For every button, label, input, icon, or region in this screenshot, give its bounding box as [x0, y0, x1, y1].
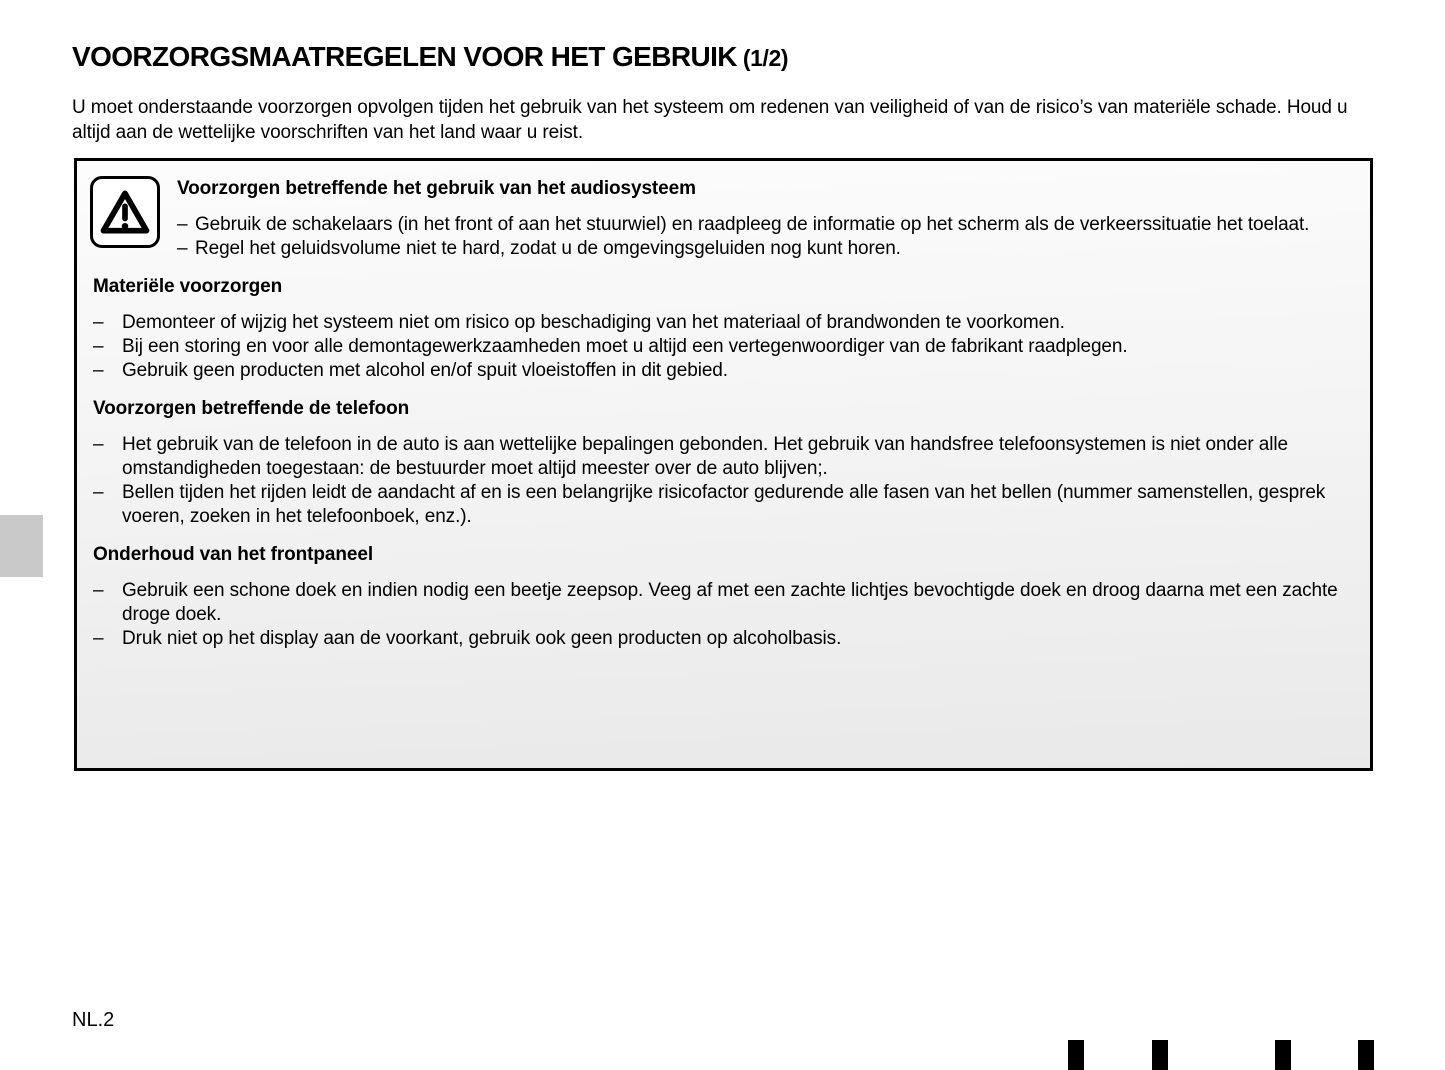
bullet-text: Demonteer of wijzig het systeem niet om risico op beschadiging van het materiaal of brandwonden te voorkomen. — [122, 312, 1065, 333]
dash: – — [93, 360, 104, 381]
section-heading: Voorzorgen betreffende het gebruik van het audiosysteem — [177, 178, 696, 199]
dash: – — [177, 214, 188, 235]
dash: – — [93, 482, 104, 503]
bullet-text: Bellen tijden het rijden leidt de aandacht af en is een belangrijke risicofactor gedurende alle fasen van het bellen (nummer samenstellen, gesprek voeren, zoeken in het telefoonboek, enz.). — [122, 482, 1326, 527]
dash: – — [93, 628, 104, 649]
warning-box-content — [77, 161, 1370, 651]
bullet-item — [93, 311, 1354, 335]
section-heading: Voorzorgen betreffende de telefoon — [93, 398, 410, 419]
dash: – — [93, 336, 104, 357]
intro-text: U moet onderstaande voorzorgen opvolgen tijden het gebruik van het systeem om redenen van veiligheid of van de risico’s van materiële schade. Houd u altijd aan de wettelijke voorschriften van het land waar u reist. — [72, 97, 1348, 143]
print-registration-mark — [1152, 1040, 1168, 1070]
page-title — [72, 41, 788, 73]
section-telephone — [93, 397, 1354, 529]
bullet-item — [93, 433, 1354, 481]
page-number: NL.2 — [72, 1009, 115, 1031]
section-material — [93, 275, 1354, 383]
print-registration-mark — [1358, 1040, 1374, 1070]
bullet-text: Gebruik een schone doek en indien nodig een beetje zeepsop. Veeg af met een zachte lichtjes bevochtigde doek en droog daarna met een zachte droge doek. — [122, 580, 1338, 625]
bullet-text: Het gebruik van de telefoon in de auto is aan wettelijke bepalingen gebonden. Het gebruik van handsfree telefoonsystemen is niet onder alle omstandigheden toegestaan: de bestuurder moet altijd meester over de auto blijven;. — [122, 434, 1288, 479]
left-tab-marker — [0, 515, 43, 577]
bullet-item — [177, 213, 1354, 237]
dash: – — [93, 312, 104, 333]
dash: – — [177, 238, 188, 259]
bullet-text: Gebruik de schakelaars (in het front of aan het stuurwiel) en raadpleeg de informatie op het scherm als de verkeerssituatie het toelaat. — [195, 214, 1310, 235]
dash: – — [93, 580, 104, 601]
print-registration-mark — [1275, 1040, 1291, 1070]
warning-box — [74, 158, 1373, 771]
bullet-item — [93, 359, 1354, 383]
bullet-item — [93, 627, 1354, 651]
bullet-text: Bij een storing en voor alle demontagewerkzaamheden moet u altijd een vertegenwoordiger van de fabrikant raadplegen. — [122, 336, 1128, 357]
page-title-suffix: (1/2) — [736, 44, 789, 71]
bullet-item — [93, 579, 1354, 627]
bullet-item — [93, 481, 1354, 529]
section-heading: Onderhoud van het frontpaneel — [93, 544, 374, 565]
dash: – — [93, 434, 104, 455]
section-audio — [177, 177, 1354, 261]
bullet-item — [93, 335, 1354, 359]
bullet-text: Druk niet op het display aan de voorkant, gebruik ook geen producten op alcoholbasis. — [122, 628, 842, 649]
print-registration-mark — [1068, 1040, 1084, 1070]
bullet-text: Gebruik geen producten met alcohol en/of spuit vloeistoffen in dit gebied. — [122, 360, 728, 381]
warning-triangle-icon — [99, 188, 151, 236]
warning-icon-frame — [90, 176, 160, 248]
section-heading: Materiële voorzorgen — [93, 276, 283, 297]
bullet-text: Regel het geluidsvolume niet te hard, zodat u de omgevingsgeluiden nog kunt horen. — [195, 238, 901, 259]
bullet-item — [177, 237, 1354, 261]
page-title-text: VOORZORGSMAATREGELEN VOOR HET GEBRUIK — [72, 40, 737, 72]
section-frontpanel — [93, 543, 1354, 651]
